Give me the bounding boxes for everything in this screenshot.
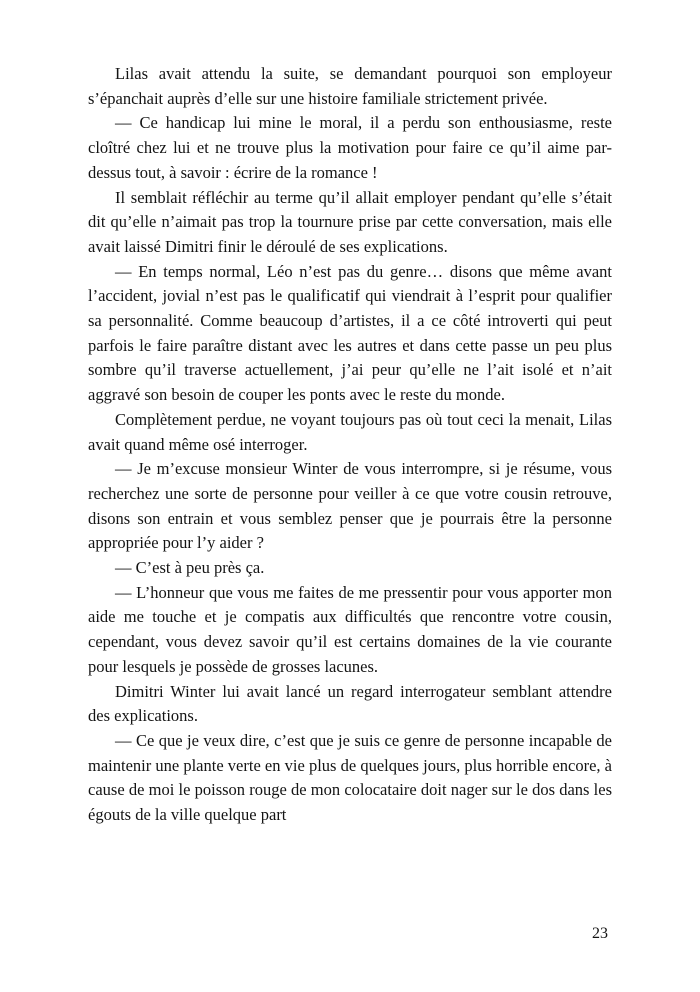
- paragraph: Complètement perdue, ne voyant toujours pas où tout ceci la menait, Lilas avait quand même osé interroger.: [88, 409, 612, 454]
- paragraph: — Ce que je veux dire, c’est que je suis ce genre de personne incapable de maintenir une plante verte en vie plus de quelques jours, plus horrible encore, à cause de moi le poisson rouge de mon colocataire doit nager sur le dos dans les égouts de la ville quelque part: [88, 730, 612, 825]
- page-number: 23: [592, 925, 608, 942]
- paragraph: — Je m’excuse monsieur Winter de vous interrompre, si je résume, vous recherchez une sorte de personne pour veiller à ce que votre cousin retrouve, disons son entrain et vous semblez penser que je pourrais être la personne appropriée pour l’y aider ?: [88, 459, 612, 553]
- paragraph: — Ce handicap lui mine le moral, il a perdu son enthousiasme, reste cloîtré chez lui et ne trouve plus la motivation pour faire ce qu’il aime par-dessus tout, à savoir : écrire de la romance !: [88, 113, 612, 182]
- paragraph: — L’honneur que vous me faites de me pressentir pour vous apporter mon aide me touche et je compatis aux difficultés que rencontre votre cousin, cependant, vous devez savoir qu’il est certains domaines de la vie courante pour lesquels je possède de grosses lacunes.: [88, 582, 612, 676]
- paragraph: — C’est à peu près ça.: [115, 558, 265, 578]
- paragraph: Dimitri Winter lui avait lancé un regard interrogateur semblant attendre des explications.: [88, 681, 612, 726]
- paragraph: Lilas avait attendu la suite, se demandant pourquoi son employeur s’épanchait auprès d’elle sur une histoire familiale strictement privée.: [88, 64, 612, 108]
- paragraph: — En temps normal, Léo n’est pas du genre… disons que même avant l’accident, jovial n’est pas le qualificatif qui viendrait à l’esprit pour qualifier sa personnalité. Comme beaucoup d’artistes, il a ce côté introverti qui peut parfois le faire paraître distant avec les autres et dans cette passe un peu plus sombre qu’il traverse actuellement, j’ai peur qu’elle ne l’ait isolé et n’ait aggravé son besoin de couper les ponts avec le reste du monde.: [88, 261, 612, 405]
- paragraph: Il semblait réfléchir au terme qu’il allait employer pendant qu’elle s’était dit qu’elle n’aimait pas trop la tournure prise par cette conversation, mais elle avait laissé Dimitri finir le déroulé de ses explications.: [88, 187, 612, 256]
- body-text: [88, 62, 612, 828]
